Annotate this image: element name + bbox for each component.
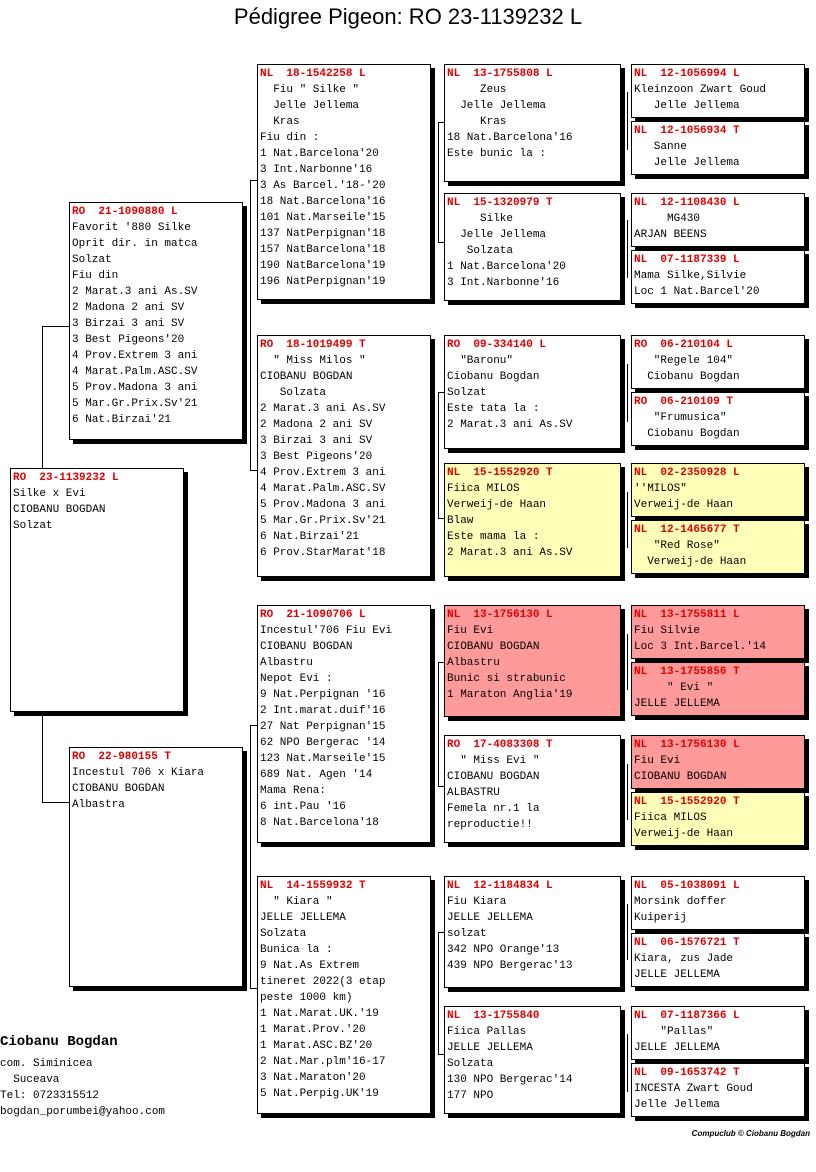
pigeon-info-line: reproductie!! (447, 819, 533, 831)
pigeon-card-sire-dam (257, 335, 431, 577)
pigeon-card-ggen-4 (444, 463, 621, 577)
connector-line (627, 1034, 628, 1092)
pigeon-info-line: solzat (447, 928, 487, 940)
pigeon-info-line: 190 NatBarcelona'19 (260, 260, 386, 272)
pigeon-info-line: Zeus (447, 84, 507, 96)
pigeon-info-line: 5 Prov.Madona 3 ani (260, 499, 386, 511)
pigeon-info-line: Fiu din (72, 270, 119, 282)
pigeon-info-line: 62 NPO Bergerac '14 (260, 737, 386, 749)
pigeon-info-line: 130 NPO Bergerac'14 (447, 1074, 573, 1086)
pigeon-info-line: "Frumusica" (634, 412, 727, 424)
pigeon-info-line: Verweij-de Haan (634, 499, 734, 511)
pigeon-info-line: Fiica Pallas (447, 1026, 527, 1038)
ring-number: RO 21-1090880 L (72, 206, 178, 218)
pigeon-card-ggen-2 (444, 193, 621, 301)
connector-line (250, 725, 251, 988)
pigeon-info-line: tineret 2022(3 etap (260, 976, 386, 988)
pigeon-info-line: CIOBANU BOGDAN (634, 771, 727, 783)
pigeon-info-line: " Miss Milos " (260, 355, 366, 367)
owner-phone: Tel: 0723315512 (0, 1090, 100, 1102)
pigeon-card-gggen-13 (631, 876, 805, 930)
ring-number: NL 13-1756130 L (447, 609, 553, 621)
pigeon-info-line: Jelle Jellema (634, 157, 740, 169)
pigeon-info-line: 4 Marat.Palm.ASC.SV (72, 366, 198, 378)
pigeon-info-line: Jelle Jellema (447, 100, 547, 112)
software-credit: Compuclub © Ciobanu Bogdan (691, 1129, 810, 1138)
pigeon-card-gggen-5 (631, 335, 805, 389)
connector-line (250, 180, 251, 470)
pigeon-info-line: 2 Madona 2 ani SV (260, 419, 373, 431)
pigeon-info-line: ALBASTRU (447, 787, 500, 799)
pigeon-info-line: Bunica la : (260, 944, 333, 956)
pigeon-info-line: Mama Rena: (260, 785, 327, 797)
ring-number: RO 06-210104 L (634, 339, 734, 351)
pigeon-card-gggen-3 (631, 193, 805, 247)
pigeon-info-line: 27 Nat Perpignan'15 (260, 721, 386, 733)
pigeon-info-line: peste 1000 km) (260, 992, 353, 1004)
pigeon-info-line: Solzata (447, 245, 514, 257)
ring-number: RO 21-1090706 L (260, 609, 366, 621)
pigeon-card-gggen-14 (631, 933, 805, 987)
ring-number: NL 15-1320979 T (447, 197, 553, 209)
pigeon-info-line: Jelle Jellema (447, 229, 547, 241)
ring-number: NL 02-2350928 L (634, 467, 740, 479)
ring-number: RO 17-4083308 T (447, 739, 553, 751)
pigeon-info-line: Este tata la : (447, 403, 540, 415)
pigeon-info-line: Incestul 706 x Kiara (72, 767, 205, 779)
pigeon-info-line: Albastru (447, 657, 500, 669)
pigeon-card-dam-dam (257, 876, 431, 1114)
pigeon-info-line: 3 Int.Narbonne'16 (447, 277, 560, 289)
pigeon-info-line: Ciobanu Bogdan (447, 371, 540, 383)
pigeon-info-line: 1 Marat.Prov.'20 (260, 1024, 366, 1036)
pigeon-card-gggen-6 (631, 392, 805, 446)
owner-address-line: com. Siminicea (0, 1058, 93, 1070)
pigeon-card-ggen-8 (444, 1006, 621, 1114)
pigeon-info-line: CIOBANU BOGDAN (447, 641, 540, 653)
pigeon-info-line: JELLE JELLEMA (260, 912, 346, 924)
pigeon-info-line: Kras (447, 116, 507, 128)
pigeon-info-line: 9 Nat.Perpignan '16 (260, 689, 386, 701)
pigeon-info-line: Verweij-de Haan (447, 499, 547, 511)
pigeon-card-gggen-11 (631, 735, 805, 789)
pigeon-info-line: "Baronu" (447, 355, 514, 367)
pigeon-info-line: Albastru (260, 657, 313, 669)
pigeon-card-gggen-4 (631, 250, 805, 304)
pigeon-card-ggen-6 (444, 735, 621, 843)
pigeon-info-line: 3 Int.Narbonne'16 (260, 164, 373, 176)
pigeon-info-line: Kras (260, 116, 300, 128)
pigeon-info-line: Blaw (447, 515, 474, 527)
pigeon-info-line: Fiu Evi (634, 755, 681, 767)
pigeon-info-line: Fiu Kiara (447, 896, 507, 908)
pigeon-info-line: Verweij-de Haan (634, 828, 734, 840)
ring-number: NL 12-1184834 L (447, 880, 553, 892)
pigeon-info-line: 1 Nat.Barcelona'20 (260, 148, 379, 160)
pigeon-card-subject (10, 468, 184, 712)
ring-number: NL 12-1108430 L (634, 197, 740, 209)
pigeon-info-line: JELLE JELLEMA (634, 1042, 720, 1054)
pigeon-info-line: ARJAN BEENS (634, 229, 707, 241)
pigeon-info-line: Solzata (260, 928, 307, 940)
ring-number: RO 18-1019499 T (260, 339, 366, 351)
pigeon-info-line: CIOBANU BOGDAN (447, 771, 540, 783)
pigeon-info-line: Fiu Silvie (634, 625, 701, 637)
pigeon-info-line: MG430 (634, 213, 701, 225)
pigeon-info-line: 4 Marat.Palm.ASC.SV (260, 483, 386, 495)
pigeon-info-line: JELLE JELLEMA (447, 912, 533, 924)
connector-line (627, 904, 628, 960)
pigeon-info-line: Solzat (447, 387, 487, 399)
connector-line (627, 92, 628, 150)
connector-line (42, 712, 43, 802)
pigeon-info-line: 6 int.Pau '16 (260, 801, 346, 813)
pigeon-card-gggen-16 (631, 1063, 805, 1117)
ring-number: NL 13-1755840 (447, 1010, 540, 1022)
pigeon-info-line: Sanne (634, 141, 687, 153)
pigeon-info-line: 2 Marat.3 ani As.SV (72, 286, 198, 298)
pigeon-card-dam (69, 747, 243, 987)
ring-number: NL 15-1552920 T (634, 796, 740, 808)
pigeon-info-line: Femela nr.1 la (447, 803, 540, 815)
pigeon-info-line: Oprit dir. in matca (72, 238, 198, 250)
pigeon-info-line: 2 Int.marat.duif'16 (260, 705, 386, 717)
pigeon-info-line: 177 NPO (447, 1090, 494, 1102)
pigeon-card-gggen-2 (631, 121, 805, 175)
pigeon-info-line: Fiu " Silke " (260, 84, 360, 96)
pigeon-info-line: Incestul'706 Fiu Evi (260, 625, 393, 637)
pigeon-info-line: 689 Nat. Agen '14 (260, 769, 373, 781)
pigeon-info-line: Solzat (13, 520, 53, 532)
connector-line (627, 634, 628, 690)
pigeon-info-line: 2 Marat.3 ani As.SV (260, 403, 386, 415)
pigeon-info-line: 439 NPO Bergerac'13 (447, 960, 573, 972)
pigeon-info-line: Albastra (72, 799, 125, 811)
pigeon-card-gggen-8 (631, 520, 805, 574)
pigeon-info-line: 2 Marat.3 ani As.SV (447, 547, 573, 559)
pigeon-card-gggen-15 (631, 1006, 805, 1060)
pigeon-info-line: ''MILOS" (634, 483, 687, 495)
pigeon-info-line: 3 Best Pigeons'20 (72, 334, 185, 346)
pigeon-card-gggen-10 (631, 662, 805, 716)
pigeon-info-line: Ciobanu Bogdan (634, 428, 740, 440)
owner-name: Ciobanu Bogdan (0, 1034, 118, 1050)
ring-number: NL 05-1038091 L (634, 880, 740, 892)
pigeon-info-line: CIOBANU BOGDAN (72, 783, 165, 795)
pigeon-card-gggen-7 (631, 463, 805, 517)
pigeon-info-line: Fiu din : (260, 132, 320, 144)
pigeon-info-line: JELLE JELLEMA (634, 698, 720, 710)
pigeon-info-line: "Regele 104" (634, 355, 734, 367)
ring-number: RO 06-210109 T (634, 396, 734, 408)
ring-number: NL 12-1056994 L (634, 68, 740, 80)
pigeon-card-gggen-12 (631, 792, 805, 846)
pigeon-info-line: 5 Nat.Perpig.UK'19 (260, 1088, 379, 1100)
pigeon-info-line: 6 Nat.Birzai'21 (72, 414, 172, 426)
owner-address-line: Suceava (0, 1074, 60, 1086)
pigeon-card-ggen-1 (444, 64, 621, 182)
pigeon-info-line: 123 Nat.Marseile'15 (260, 753, 386, 765)
pigeon-info-line: Fiu Evi (447, 625, 494, 637)
pigeon-info-line: Kuiperij (634, 912, 687, 924)
pigeon-info-line: Nepot Evi : (260, 673, 333, 685)
pigeon-info-line: Silke x Evi (13, 488, 86, 500)
ring-number: NL 14-1559932 T (260, 880, 366, 892)
pigeon-info-line: 4 Prov.Extrem 3 ani (72, 350, 198, 362)
pigeon-card-ggen-3 (444, 335, 621, 449)
pigeon-info-line: Solzata (447, 1058, 494, 1070)
connector-line (438, 662, 439, 786)
pigeon-info-line: 3 Best Pigeons'20 (260, 451, 373, 463)
pigeon-info-line: 1 Nat.Barcelona'20 (447, 261, 566, 273)
pigeon-info-line: " Miss Evi " (447, 755, 540, 767)
pigeon-info-line: Jelle Jellema (260, 100, 360, 112)
pigeon-info-line: "Pallas" (634, 1026, 714, 1038)
pigeon-info-line: JELLE JELLEMA (634, 969, 720, 981)
pigeon-info-line: 2 Marat.3 ani As.SV (447, 419, 573, 431)
pigeon-info-line: 9 Nat.As Extrem (260, 960, 360, 972)
connector-line (42, 326, 43, 468)
pigeon-info-line: 5 Mar.Gr.Prix.Sv'21 (260, 515, 386, 527)
pigeon-info-line: " Kiara " (260, 896, 333, 908)
pigeon-info-line: Este mama la : (447, 531, 540, 543)
pigeon-info-line: CIOBANU BOGDAN (13, 504, 106, 516)
connector-line (627, 364, 628, 422)
pigeon-info-line: Kiara, zus Jade (634, 953, 734, 965)
pigeon-info-line: 157 NatBarcelona'18 (260, 244, 386, 256)
pigeon-info-line: Favorit '880 Silke (72, 222, 191, 234)
pigeon-info-line: 2 Madona 2 ani SV (72, 302, 185, 314)
ring-number: NL 15-1552920 T (447, 467, 553, 479)
pigeon-info-line: 8 Nat.Barcelona'18 (260, 817, 379, 829)
pigeon-info-line: Jelle Jellema (634, 1099, 720, 1111)
owner-email: bogdan_porumbei@yahoo.com (0, 1106, 166, 1118)
ring-number: RO 09-334140 L (447, 339, 547, 351)
pigeon-info-line: Silke (447, 213, 514, 225)
pigeon-card-ggen-5 (444, 605, 621, 717)
connector-line (42, 326, 70, 327)
pigeon-info-line: 1 Marat.ASC.BZ'20 (260, 1040, 373, 1052)
pigeon-card-ggen-7 (444, 876, 621, 988)
ring-number: NL 13-1755856 T (634, 666, 740, 678)
pigeon-card-gggen-9 (631, 605, 805, 659)
pigeon-info-line: 137 NatPerpignan'18 (260, 228, 386, 240)
ring-number: NL 07-1187339 L (634, 254, 740, 266)
ring-number: NL 12-1056934 T (634, 125, 740, 137)
pigeon-info-line: Bunic si strabunic (447, 673, 566, 685)
pigeon-info-line: 196 NatPerpignan'19 (260, 276, 386, 288)
pigeon-info-line: 1 Maraton Anglia'19 (447, 689, 573, 701)
connector-line (627, 764, 628, 820)
ring-number: NL 18-1542258 L (260, 68, 366, 80)
owner-info (0, 1034, 165, 1120)
pigeon-info-line: Solzat (72, 254, 112, 266)
ring-number: NL 13-1756130 L (634, 739, 740, 751)
ring-number: NL 06-1576721 T (634, 937, 740, 949)
ring-number: RO 23-1139232 L (13, 472, 119, 484)
ring-number: NL 09-1653742 T (634, 1067, 740, 1079)
pigeon-info-line: 18 Nat.Barcelona'16 (260, 196, 386, 208)
ring-number: NL 07-1187366 L (634, 1010, 740, 1022)
connector-line (438, 932, 439, 1054)
pigeon-card-sire (69, 202, 243, 440)
connector-line (627, 492, 628, 548)
pigeon-info-line: 3 Birzai 3 ani SV (260, 435, 373, 447)
ring-number: RO 22-980155 T (72, 751, 172, 763)
ring-number: NL 13-1755808 L (447, 68, 553, 80)
pigeon-info-line: 18 Nat.Barcelona'16 (447, 132, 573, 144)
pigeon-info-line: Este bunic la : (447, 148, 547, 160)
pigeon-info-line: CIOBANU BOGDAN (260, 641, 353, 653)
connector-line (438, 122, 439, 242)
pigeon-info-line: Solzata (260, 387, 327, 399)
pigeon-info-line: Fiica MILOS (447, 483, 520, 495)
pigeon-info-line: Mama Silke,Silvie (634, 270, 747, 282)
pigeon-info-line: " Evi " (634, 682, 714, 694)
pigeon-info-line: 101 Nat.Marseile'15 (260, 212, 386, 224)
pigeon-info-line: JELLE JELLEMA (447, 1042, 533, 1054)
pigeon-info-line: 6 Nat.Birzai'21 (260, 531, 360, 543)
pigeon-info-line: Loc 1 Nat.Barcel'20 (634, 286, 760, 298)
ring-number: NL 12-1465677 T (634, 524, 740, 536)
pigeon-info-line: Kleinzoon Zwart Goud (634, 84, 767, 96)
pigeon-card-sire-sire (257, 64, 431, 300)
pigeon-info-line: INCESTA Zwart Goud (634, 1083, 753, 1095)
pigeon-info-line: 6 Prov.StarMarat'18 (260, 547, 386, 559)
connector-line (627, 220, 628, 278)
pigeon-info-line: Fiica MILOS (634, 812, 707, 824)
page-title: Pédigree Pigeon: RO 23-1139232 L (233, 4, 583, 29)
pigeon-info-line: "Red Rose" (634, 540, 720, 552)
pigeon-card-gggen-1 (631, 64, 805, 118)
pigeon-info-line: 3 Birzai 3 ani SV (72, 318, 185, 330)
pigeon-info-line: 3 As Barcel.'18-'20 (260, 180, 386, 192)
pigeon-info-line: Ciobanu Bogdan (634, 371, 740, 383)
connector-line (438, 392, 439, 518)
pigeon-info-line: Morsink doffer (634, 896, 727, 908)
pigeon-info-line: CIOBANU BOGDAN (260, 371, 353, 383)
pigeon-info-line: 2 Nat.Mar.plm'16-17 (260, 1056, 386, 1068)
pigeon-info-line: 5 Mar.Gr.Prix.Sv'21 (72, 398, 198, 410)
pigeon-info-line: Jelle Jellema (634, 100, 740, 112)
pigeon-info-line: 4 Prov.Extrem 3 ani (260, 467, 386, 479)
pigeon-info-line: 5 Prov.Madona 3 ani (72, 382, 198, 394)
pigeon-info-line: 3 Nat.Maraton'20 (260, 1072, 366, 1084)
pigeon-info-line: 1 Nat.Marat.UK.'19 (260, 1008, 379, 1020)
pigeon-info-line: Loc 3 Int.Barcel.'14 (634, 641, 767, 653)
ring-number: NL 13-1755811 L (634, 609, 740, 621)
pigeon-card-dam-sire (257, 605, 431, 843)
pigeon-info-line: 342 NPO Orange'13 (447, 944, 560, 956)
connector-line (42, 802, 70, 803)
pigeon-info-line: Verweij-de Haan (634, 556, 747, 568)
